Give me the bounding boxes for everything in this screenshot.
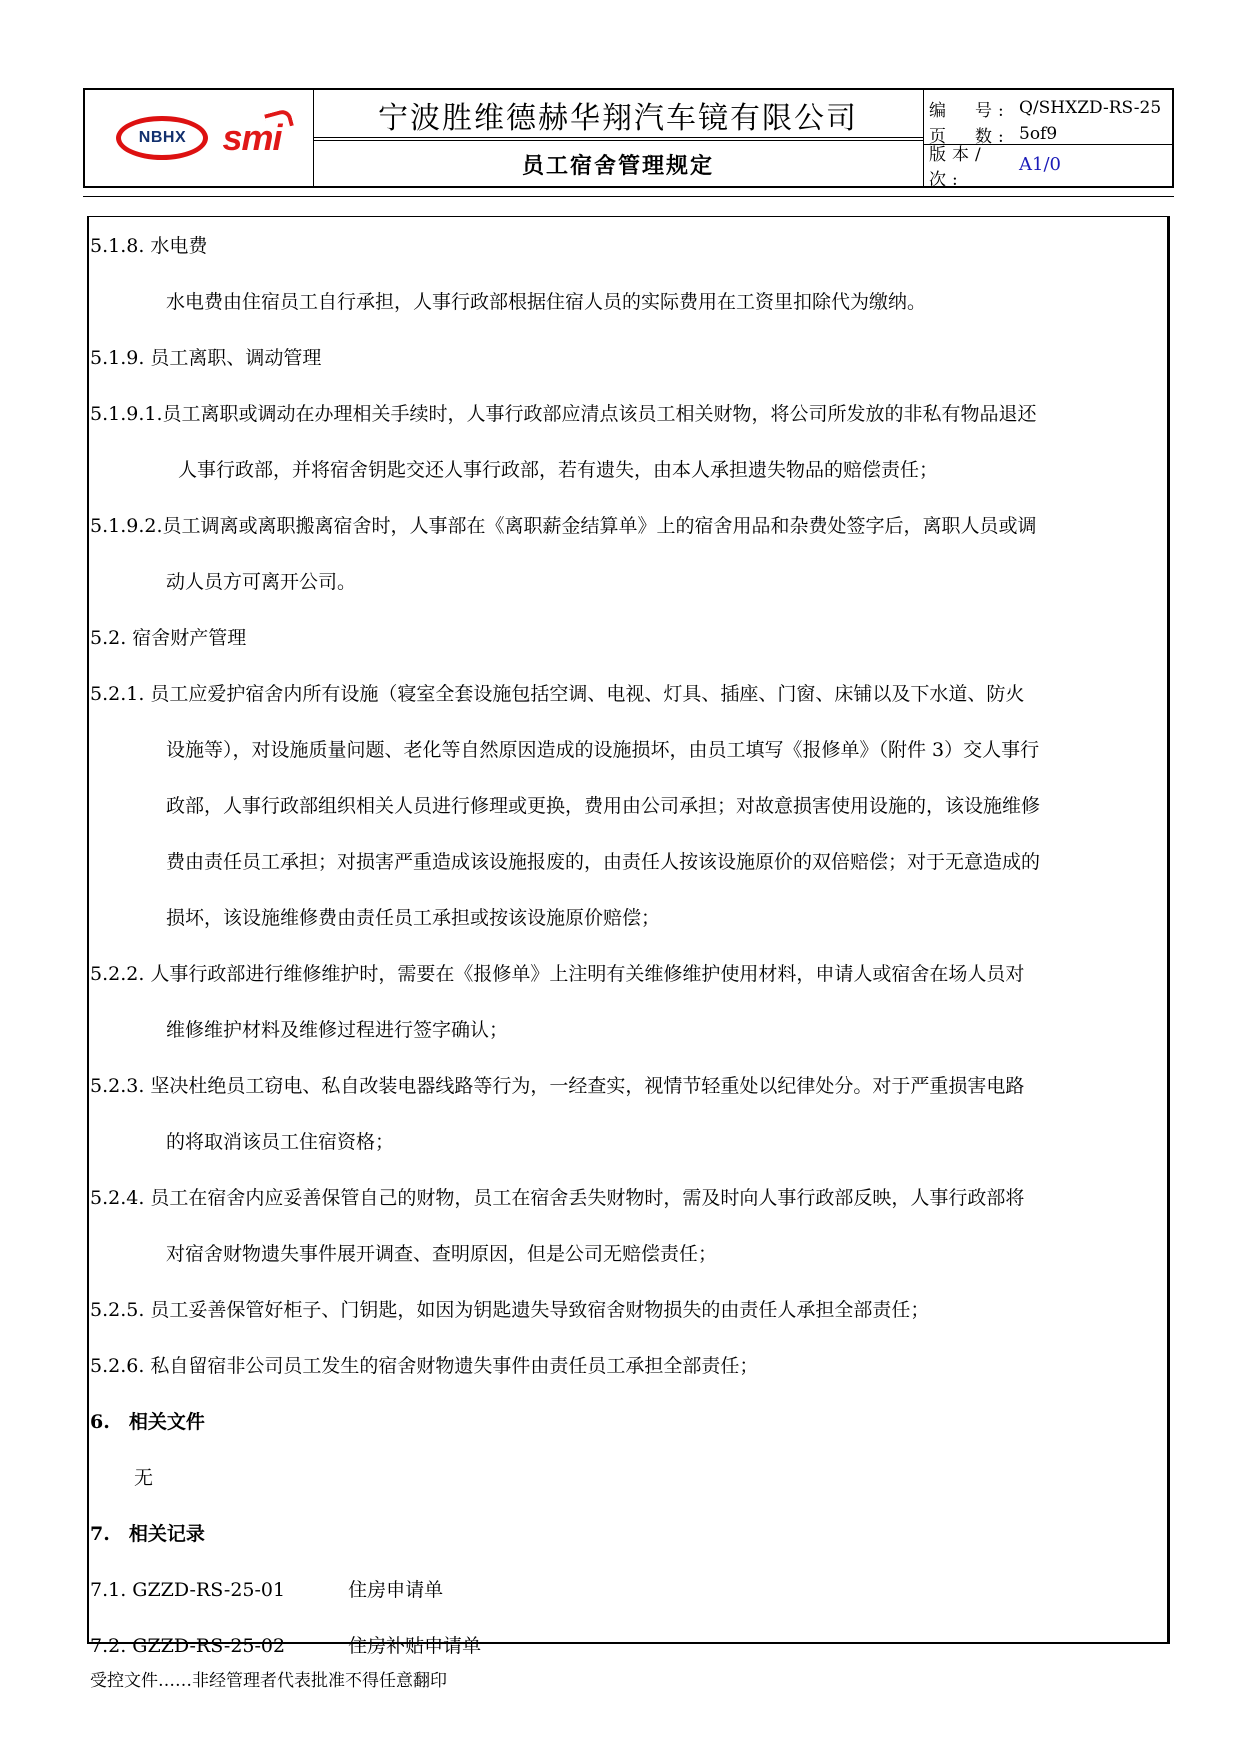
meta-version bbox=[923, 144, 1172, 190]
meta-value: A1/0 bbox=[1019, 154, 1061, 175]
header-rule bbox=[83, 196, 1174, 197]
smi-logo bbox=[222, 117, 281, 159]
body-frame bbox=[87, 216, 1170, 1644]
paragraph-line: 对宿舍财物遗失事件展开调查、查明原因，但是公司无赔偿责任； bbox=[166, 1243, 718, 1265]
meta-label: 页 数: bbox=[929, 126, 1010, 147]
paragraph-line: 无 bbox=[134, 1467, 154, 1489]
smi-logo-text: smi bbox=[222, 117, 282, 158]
paragraph-line: 维修维护材料及维修过程进行签字确认； bbox=[166, 1019, 509, 1041]
section-heading: 5.1.9. 员工离职、调动管理 bbox=[90, 347, 322, 369]
paragraph-line: 设施等），对设施质量问题、老化等自然原因造成的设施损坏，由员工填写《报修单》（附件 3）交人事行 bbox=[166, 739, 1040, 761]
company-logo bbox=[116, 116, 281, 160]
paragraph-line: 动人员方可离开公司。 bbox=[166, 571, 357, 593]
record-item: 7.2. GZZD-RS-25-02 住房补贴申请单 bbox=[90, 1635, 482, 1657]
title-cell bbox=[313, 90, 924, 186]
controlled-document-notice: 受控文件……非经管理者代表批准不得任意翻印 bbox=[90, 1671, 447, 1691]
paragraph-line: 5.1.9.1.员工离职或调动在办理相关手续时，人事行政部应清点该员工相关财物，将公司所发放的非私有物品退还 bbox=[90, 403, 1037, 425]
meta-label: 编 号: bbox=[929, 100, 1010, 121]
meta-value: Q/SHXZD-RS-25 bbox=[1019, 98, 1162, 118]
paragraph-line: 政部，人事行政部组织相关人员进行修理或更换，费用由公司承担；对故意损害使用设施的，该设施维修 bbox=[166, 795, 1041, 817]
nbhx-logo bbox=[116, 116, 208, 160]
document-title: 员工宿舍管理规定 bbox=[521, 152, 714, 179]
paragraph-line: 5.1.9.2.员工调离或离职搬离宿舍时，人事部在《离职薪金结算单》上的宿舍用品和杂费处签字后，离职人员或调 bbox=[90, 515, 1037, 537]
document-header bbox=[83, 88, 1174, 188]
smi-logo-arc bbox=[264, 108, 294, 132]
meta-value: 5of9 bbox=[1019, 124, 1058, 144]
section-heading: 6. 相关文件 bbox=[90, 1411, 205, 1433]
paragraph-line: 的将取消该员工住宿资格； bbox=[166, 1131, 395, 1153]
section-heading: 5.1.8. 水电费 bbox=[90, 235, 208, 257]
paragraph-line: 5.2.2. 人事行政部进行维修维护时，需要在《报修单》上注明有关维修维护使用材料，申请人或宿舍在场人员对 bbox=[90, 963, 1025, 985]
paragraph-line: 5.2.6. 私自留宿非公司员工发生的宿舍财物遗失事件由责任员工承担全部责任； bbox=[90, 1355, 759, 1377]
meta-cell bbox=[923, 90, 1172, 190]
section-heading: 5.2. 宿舍财产管理 bbox=[90, 627, 247, 649]
paragraph-line: 5.2.5. 员工妥善保管好柜子、门钥匙，如因为钥匙遗失导致宿舍财物损失的由责任人承担全部责任； bbox=[90, 1299, 930, 1321]
paragraph-line: 5.2.1. 员工应爱护宿舍内所有设施（寝室全套设施包括空调、电视、灯具、插座、门窗、床铺以及下水道、防火 bbox=[90, 683, 1025, 705]
company-name: 宁波胜维德赫华翔汽车镜有限公司 bbox=[313, 90, 923, 141]
logo-cell bbox=[85, 90, 314, 186]
nbhx-logo-text: NBHX bbox=[138, 129, 187, 146]
paragraph-line: 费由责任员工承担；对损害严重造成该设施报废的，由责任人按该设施原价的双倍赔偿；对于无意造成的 bbox=[166, 851, 1041, 873]
paragraph-line: 5.2.4. 员工在宿舍内应妥善保管自己的财物，员工在宿舍丢失财物时，需及时向人事行政部反映，人事行政部将 bbox=[90, 1187, 1025, 1209]
meta-label: 版本/次: bbox=[929, 144, 987, 190]
record-item: 7.1. GZZD-RS-25-01 住房申请单 bbox=[90, 1579, 444, 1601]
paragraph-line: 5.2.3. 坚决杜绝员工窃电、私自改装电器线路等行为，一经查实，视情节轻重处以纪律处分。对于严重损害电路 bbox=[90, 1075, 1025, 1097]
paragraph-line: 损坏，该设施维修费由责任员工承担或按该设施原价赔偿； bbox=[166, 907, 661, 929]
paragraph-line: 人事行政部，并将宿舍钥匙交还人事行政部，若有遗失，由本人承担遗失物品的赔偿责任； bbox=[178, 459, 939, 481]
paragraph-line: 水电费由住宿员工自行承担，人事行政部根据住宿人员的实际费用在工资里扣除代为缴纳。 bbox=[166, 291, 927, 313]
meta-doc-number bbox=[923, 94, 1172, 122]
section-heading: 7. 相关记录 bbox=[90, 1523, 205, 1545]
